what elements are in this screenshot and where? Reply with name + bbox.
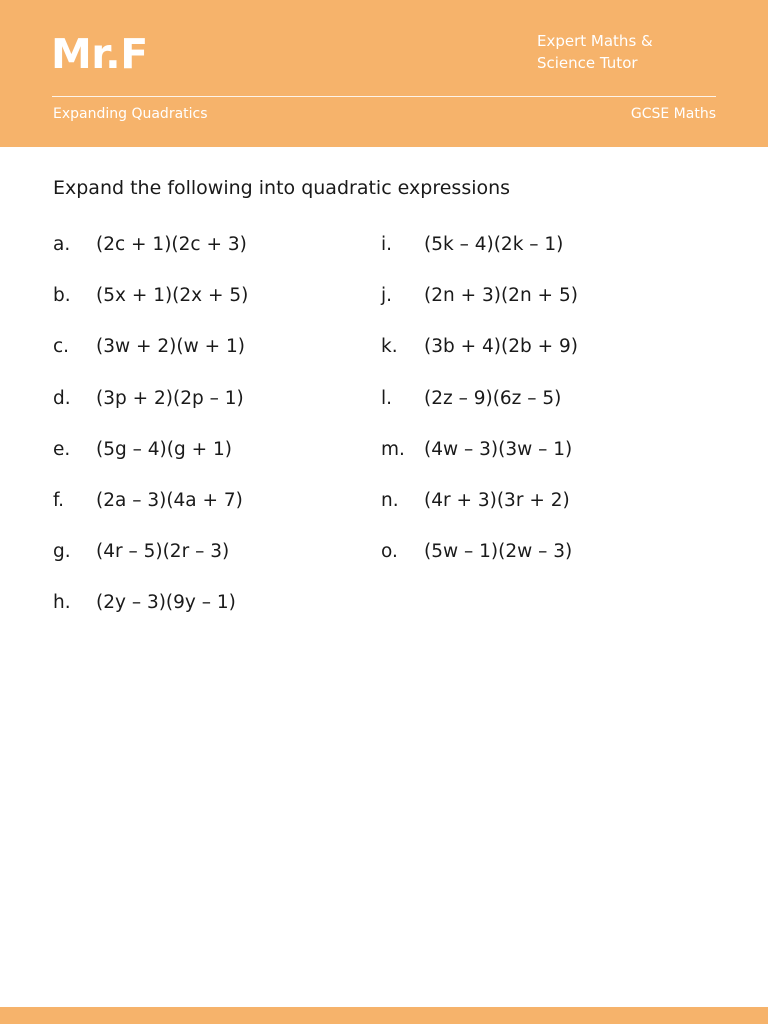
- question-expression: (3w + 2)(w + 1): [96, 336, 245, 358]
- question-h: [53, 592, 393, 643]
- header-banner: [0, 0, 768, 147]
- question-expression: (2c + 1)(2c + 3): [96, 234, 247, 255]
- course-label: GCSE Maths: [630, 106, 716, 122]
- questions-right-column: [381, 234, 721, 592]
- question-expression: (2z – 9)(6z – 5): [424, 387, 562, 409]
- question-o: [381, 541, 721, 592]
- question-label: a.: [53, 234, 71, 255]
- question-expression: (4r – 5)(2r – 3): [96, 541, 230, 563]
- topic-label: Expanding Quadratics: [53, 106, 208, 122]
- question-k: [381, 336, 721, 387]
- question-expression: (5k – 4)(2k – 1): [424, 234, 564, 255]
- question-label: c.: [53, 336, 70, 358]
- question-expression: (2y – 3)(9y – 1): [96, 592, 236, 614]
- question-expression: (2a – 3)(4a + 7): [96, 489, 243, 511]
- question-expression: (5x + 1)(2x + 5): [96, 285, 249, 307]
- question-expression: (4w – 3)(3w – 1): [424, 438, 573, 460]
- question-label: l.: [381, 387, 393, 409]
- tagline-line-2: Science Tutor: [537, 54, 638, 72]
- question-label: e.: [53, 438, 71, 460]
- question-label: k.: [381, 336, 398, 358]
- question-c: [53, 336, 393, 387]
- question-label: b.: [53, 285, 71, 307]
- question-label: f.: [53, 489, 65, 511]
- questions-left-column: [53, 234, 393, 644]
- question-label: n.: [381, 489, 399, 511]
- question-label: d.: [53, 387, 71, 409]
- question-b: [53, 285, 393, 336]
- question-expression: (5g – 4)(g + 1): [96, 438, 232, 460]
- question-label: j.: [381, 285, 393, 307]
- question-label: o.: [381, 541, 398, 563]
- question-expression: (3p + 2)(2p – 1): [96, 387, 244, 409]
- tagline: [537, 30, 737, 74]
- question-label: h.: [53, 592, 71, 614]
- question-label: i.: [381, 234, 393, 255]
- question-a: [53, 234, 393, 285]
- footer-bar: [0, 1007, 768, 1024]
- question-i: [381, 234, 721, 285]
- question-l: [381, 388, 721, 439]
- header-divider: [52, 96, 716, 97]
- question-g: [53, 541, 393, 592]
- question-n: [381, 490, 721, 541]
- question-label: g.: [53, 541, 71, 563]
- instruction-heading: Expand the following into quadratic expressions: [53, 177, 511, 199]
- question-f: [53, 490, 393, 541]
- question-label: m.: [381, 438, 405, 460]
- question-d: [53, 388, 393, 439]
- question-m: [381, 439, 721, 490]
- logo: Mr.F: [51, 30, 148, 78]
- question-expression: (2n + 3)(2n + 5): [424, 285, 578, 307]
- question-e: [53, 439, 393, 490]
- question-expression: (5w – 1)(2w – 3): [424, 541, 573, 563]
- question-expression: (3b + 4)(2b + 9): [424, 336, 578, 358]
- question-expression: (4r + 3)(3r + 2): [424, 489, 570, 511]
- tagline-line-1: Expert Maths &: [537, 32, 653, 50]
- question-j: [381, 285, 721, 336]
